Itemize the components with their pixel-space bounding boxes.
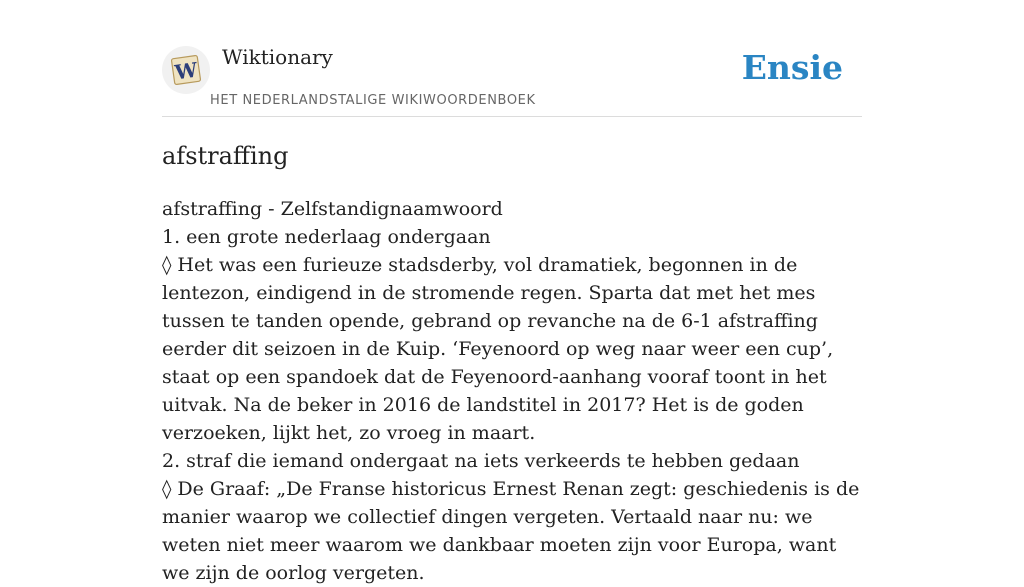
part-of-speech-line: afstraffing - Zelfstandignaamwoord xyxy=(162,198,503,220)
sense-example xyxy=(162,251,862,447)
site-tagline: HET NEDERLANDSTALIGE WIKIWOORDENBOEK xyxy=(210,93,536,108)
example-text: De Graaf: „De Franse historicus Ernest Renan zegt: geschiedenis is de manier waarop we collectief dingen vergeten. Vertaald naar nu: we weten niet meer waarom we dankbaar moeten zijn voor Europa, want we zijn de oorlog vergeten. xyxy=(162,478,860,584)
site-name-link[interactable]: Wiktionary xyxy=(222,45,333,69)
page-title: afstraffing xyxy=(162,142,289,170)
entry-body xyxy=(162,195,862,587)
example-marker-icon: ◊ xyxy=(162,478,172,500)
site-header xyxy=(162,0,862,117)
ensie-brand-link[interactable]: Ensie xyxy=(741,48,843,87)
example-text: Het was een furieuze stadsderby, vol dramatiek, begonnen in de lentezon, eindigend in de stromende regen. Sparta dat met het mes tussen te tanden opende, gebrand op revanche na de 6-1 afstraffing eerder dit seizoen in de Kuip. ‘Feyenoord op weg naar weer een cup’, staat op een spandoek dat de Feyenoord-aanhang vooraf toont in het uitvak. Na de beker in 2016 de landstitel in 2017? Het is de goden verzoeken, lijkt het, zo vroeg in maart. xyxy=(162,254,834,444)
logo-letter: W xyxy=(173,57,199,85)
page xyxy=(162,0,862,587)
wiktionary-logo[interactable] xyxy=(162,46,210,94)
example-marker-icon: ◊ xyxy=(162,254,172,276)
sense-definition: 1. een grote nederlaag ondergaan xyxy=(162,226,491,248)
sense-definition: 2. straf die iemand ondergaat na iets verkeerds te hebben gedaan xyxy=(162,450,800,472)
sense-example xyxy=(162,475,862,587)
wiktionary-tile-icon xyxy=(166,50,206,90)
